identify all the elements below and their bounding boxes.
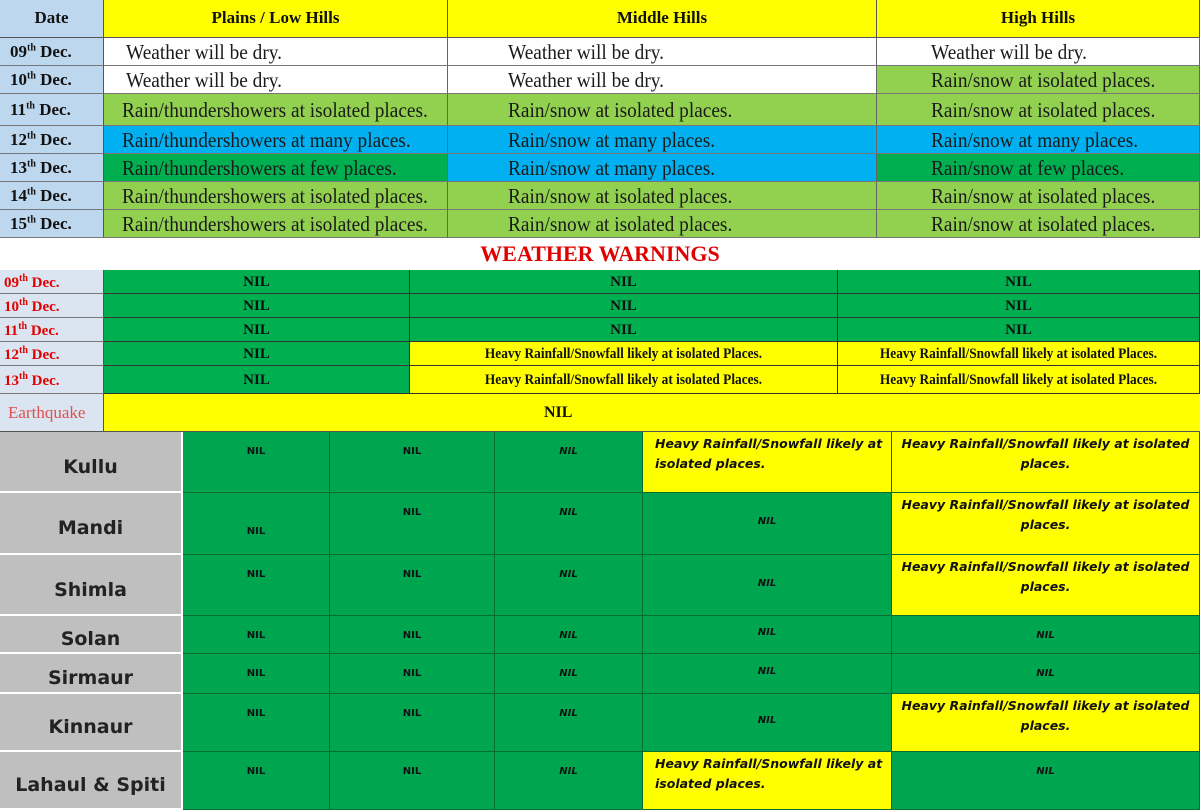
forecast-high-cell <box>877 94 1200 126</box>
district-forecast-cell <box>183 654 330 694</box>
date-month: Dec. <box>35 214 72 233</box>
district-forecast-cell <box>892 555 1200 616</box>
forecast-plains-text: Rain/thundershowers at few places. <box>122 155 397 180</box>
district-forecast-cell <box>495 493 643 555</box>
warning-plains-cell <box>104 294 410 318</box>
district-forecast-text: NIL <box>246 569 266 580</box>
forecast-high-text: Rain/snow at many places. <box>931 127 1139 152</box>
forecast-middle-text: Weather will be dry. <box>508 67 664 92</box>
district-forecast-text: NIL <box>559 507 578 518</box>
district-forecast-cell <box>330 616 495 654</box>
district-forecast-cell <box>183 616 330 654</box>
district-forecast-text: NIL <box>559 569 578 580</box>
date-day: 09 <box>10 42 27 61</box>
district-name: Lahaul & Spiti <box>15 774 166 796</box>
warning-date-day: 09 <box>4 275 19 291</box>
warning-row-date <box>0 318 104 342</box>
date-label <box>10 70 72 90</box>
forecast-high-text: Rain/snow at isolated places. <box>931 211 1156 236</box>
forecast-high-text: Rain/snow at few places. <box>931 155 1125 180</box>
district-forecast-cell <box>183 752 330 810</box>
district-forecast-text: NIL <box>402 569 422 580</box>
district-name: Solan <box>60 628 121 650</box>
district-forecast-cell <box>643 694 892 752</box>
date-label <box>10 186 72 206</box>
district-forecast-text: Heavy Rainfall/Snowfall likely at isolated places. <box>901 436 1190 471</box>
warning-plains-cell <box>104 318 410 342</box>
warning-middle-cell <box>410 270 838 294</box>
district-forecast-text: NIL <box>1036 668 1055 679</box>
date-day: 12 <box>10 130 27 149</box>
forecast-plains-cell <box>104 182 448 210</box>
warning-plains-text: NIL <box>243 274 270 290</box>
warning-date-label <box>4 297 60 316</box>
date-label <box>10 130 72 150</box>
date-day: 10 <box>10 70 27 89</box>
district-forecast-text: Heavy Rainfall/Snowfall likely at isolated places. <box>655 436 883 471</box>
district-forecast-cell <box>330 555 495 616</box>
forecast-middle-cell <box>448 126 877 154</box>
district-forecast-text: NIL <box>246 668 266 679</box>
warning-middle-cell <box>410 318 838 342</box>
warning-date-day: 11 <box>4 323 19 339</box>
district-forecast-cell <box>643 654 892 694</box>
header-date: Date <box>0 0 104 38</box>
district-name: Shimla <box>54 578 127 601</box>
district-forecast-text: NIL <box>757 516 777 527</box>
district-forecast-cell <box>495 654 643 694</box>
district-forecast-text: NIL <box>246 446 266 457</box>
forecast-row-date <box>0 126 104 154</box>
district-forecast-cell <box>643 493 892 555</box>
forecast-high-text: Rain/snow at isolated places. <box>931 67 1156 92</box>
district-forecast-text: NIL <box>1036 766 1055 777</box>
forecast-row-date <box>0 210 104 238</box>
district-forecast-cell <box>892 752 1200 810</box>
district-forecast-cell <box>892 654 1200 694</box>
warning-date-day: 12 <box>4 347 19 363</box>
forecast-middle-text: Rain/snow at isolated places. <box>508 211 733 236</box>
district-forecast-text: NIL <box>559 766 578 777</box>
district-name-cell <box>0 616 183 654</box>
header-plains: Plains / Low Hills <box>104 0 448 38</box>
district-forecast-cell <box>330 493 495 555</box>
district-forecast-text: NIL <box>402 766 422 777</box>
forecast-row-date <box>0 66 104 94</box>
warning-high-cell <box>838 294 1200 318</box>
forecast-middle-cell <box>448 38 877 66</box>
district-forecast-text: NIL <box>246 766 266 777</box>
earthquake-value: NIL <box>544 404 573 421</box>
warning-date-suffix: th <box>19 345 28 356</box>
forecast-row-date <box>0 38 104 66</box>
district-forecast-cell <box>892 432 1200 493</box>
district-forecast-text: NIL <box>757 627 777 638</box>
forecast-plains-cell <box>104 38 448 66</box>
warning-middle-cell <box>410 366 838 394</box>
warning-high-cell <box>838 318 1200 342</box>
district-forecast-text: NIL <box>559 668 578 679</box>
warning-date-day: 10 <box>4 299 19 315</box>
date-suffix: th <box>27 186 36 198</box>
forecast-middle-cell <box>448 210 877 238</box>
district-name-cell <box>0 694 183 752</box>
district-forecast-text: NIL <box>246 708 266 719</box>
date-suffix: th <box>27 214 36 226</box>
warning-date-suffix: th <box>19 371 28 382</box>
district-forecast-text: NIL <box>402 630 422 641</box>
forecast-row-date <box>0 182 104 210</box>
district-forecast-text: NIL <box>246 630 266 641</box>
district-forecast-cell <box>183 694 330 752</box>
forecast-plains-text: Weather will be dry. <box>126 67 282 92</box>
district-forecast-cell <box>330 694 495 752</box>
forecast-plains-text: Rain/thundershowers at isolated places. <box>122 183 428 208</box>
district-name: Kinnaur <box>48 716 133 738</box>
date-suffix: th <box>26 100 35 112</box>
warning-row-date <box>0 342 104 366</box>
warning-date-suffix: th <box>19 297 28 308</box>
district-forecast-text: NIL <box>402 708 422 719</box>
warning-date-label <box>4 345 60 364</box>
forecast-middle-cell <box>448 66 877 94</box>
warning-date-month: Dec. <box>27 299 60 315</box>
district-forecast-text: NIL <box>559 630 578 641</box>
date-month: Dec. <box>35 186 72 205</box>
warning-plains-text: NIL <box>243 346 270 362</box>
district-forecast-text: NIL <box>559 446 578 457</box>
forecast-high-cell <box>877 126 1200 154</box>
date-month: Dec. <box>34 100 71 119</box>
district-forecast-text: NIL <box>559 708 578 719</box>
warning-date-suffix: th <box>18 321 28 332</box>
district-forecast-cell <box>643 432 892 493</box>
warning-date-label <box>4 321 59 340</box>
date-label <box>10 42 72 62</box>
earthquake-label-cell <box>0 394 104 432</box>
date-day: 11 <box>10 100 27 119</box>
district-name: Kullu <box>63 455 118 478</box>
district-forecast-cell <box>495 694 643 752</box>
district-forecast-cell <box>330 654 495 694</box>
warning-date-label <box>4 273 60 292</box>
earthquake-label: Earthquake <box>8 403 86 422</box>
warning-high-cell <box>838 342 1200 366</box>
header-middle: Middle Hills <box>448 0 877 38</box>
forecast-middle-cell <box>448 154 877 182</box>
date-day: 15 <box>10 214 27 233</box>
district-forecast-text: NIL <box>1036 630 1055 641</box>
forecast-plains-text: Rain/thundershowers at isolated places. <box>122 211 428 236</box>
warning-date-month: Dec. <box>27 347 60 363</box>
forecast-high-cell <box>877 38 1200 66</box>
forecast-high-cell <box>877 210 1200 238</box>
warning-row-date <box>0 366 104 394</box>
district-forecast-text: NIL <box>402 668 422 679</box>
district-forecast-text: Heavy Rainfall/Snowfall likely at isolated places. <box>901 698 1190 733</box>
warning-row-date <box>0 294 104 318</box>
warning-date-label <box>4 371 60 390</box>
district-forecast-text: Heavy Rainfall/Snowfall likely at isolated places. <box>655 756 883 791</box>
warning-high-text: NIL <box>1005 322 1032 338</box>
forecast-row-date <box>0 94 104 126</box>
date-day: 14 <box>10 186 27 205</box>
district-name: Sirmaur <box>47 667 134 689</box>
district-forecast-text: NIL <box>402 446 422 457</box>
forecast-high-cell <box>877 66 1200 94</box>
date-month: Dec. <box>35 130 72 149</box>
forecast-plains-text: Weather will be dry. <box>126 39 282 64</box>
district-forecast-cell <box>183 555 330 616</box>
warning-middle-text: NIL <box>610 322 637 338</box>
warning-date-day: 13 <box>4 373 19 389</box>
warning-date-month: Dec. <box>27 373 60 389</box>
warning-high-text: Heavy Rainfall/Snowfall likely at isolated Places. <box>879 346 1158 362</box>
date-month: Dec. <box>35 158 72 177</box>
date-suffix: th <box>27 130 36 142</box>
forecast-middle-cell <box>448 94 877 126</box>
forecast-middle-cell <box>448 182 877 210</box>
district-forecast-cell <box>892 694 1200 752</box>
forecast-plains-cell <box>104 126 448 154</box>
warning-plains-text: NIL <box>243 298 270 314</box>
date-label <box>10 214 72 234</box>
district-name-cell <box>0 432 183 493</box>
district-forecast-cell <box>495 555 643 616</box>
warning-plains-text: NIL <box>243 322 270 338</box>
warning-middle-text: Heavy Rainfall/Snowfall likely at isolated Places. <box>484 346 763 362</box>
forecast-high-text: Rain/snow at isolated places. <box>931 97 1156 122</box>
date-month: Dec. <box>35 42 72 61</box>
date-month: Dec. <box>35 70 72 89</box>
warning-row-date <box>0 270 104 294</box>
warning-plains-cell <box>104 270 410 294</box>
forecast-high-cell <box>877 182 1200 210</box>
header-high: High Hills <box>877 0 1200 38</box>
date-label <box>10 100 71 120</box>
forecast-middle-text: Rain/snow at isolated places. <box>508 183 733 208</box>
district-forecast-cell <box>643 616 892 654</box>
district-name-cell <box>0 752 183 810</box>
warnings-title: WEATHER WARNINGS <box>480 241 720 266</box>
district-name-cell <box>0 654 183 694</box>
date-label <box>10 158 72 178</box>
forecast-middle-text: Rain/snow at isolated places. <box>508 97 733 122</box>
district-forecast-cell <box>183 432 330 493</box>
earthquake-value-cell <box>104 394 1200 432</box>
district-forecast-text: NIL <box>757 715 777 726</box>
forecast-high-text: Rain/snow at isolated places. <box>931 183 1156 208</box>
district-name-cell <box>0 555 183 616</box>
forecast-middle-text: Weather will be dry. <box>508 39 664 64</box>
forecast-plains-text: Rain/thundershowers at isolated places. <box>122 97 428 122</box>
district-name: Mandi <box>57 517 124 539</box>
forecast-plains-text: Rain/thundershowers at many places. <box>122 127 411 152</box>
forecast-plains-cell <box>104 154 448 182</box>
warning-high-cell <box>838 366 1200 394</box>
district-forecast-text: Heavy Rainfall/Snowfall likely at isolated places. <box>901 559 1190 594</box>
date-suffix: th <box>27 70 36 82</box>
forecast-plains-cell <box>104 66 448 94</box>
warning-middle-text: NIL <box>610 298 637 314</box>
warning-plains-cell <box>104 342 410 366</box>
forecast-middle-text: Rain/snow at many places. <box>508 127 716 152</box>
forecast-middle-text: Rain/snow at many places. <box>508 155 716 180</box>
district-forecast-text: Heavy Rainfall/Snowfall likely at isolated places. <box>901 497 1190 532</box>
district-forecast-cell <box>183 493 330 555</box>
warning-date-month: Dec. <box>27 323 59 339</box>
district-forecast-cell <box>330 752 495 810</box>
warning-high-text: Heavy Rainfall/Snowfall likely at isolated Places. <box>879 372 1158 388</box>
forecast-plains-cell <box>104 210 448 238</box>
district-forecast-text: NIL <box>757 666 777 677</box>
warning-middle-cell <box>410 342 838 366</box>
district-forecast-text: NIL <box>402 507 422 518</box>
district-forecast-cell <box>892 493 1200 555</box>
warning-middle-text: Heavy Rainfall/Snowfall likely at isolated Places. <box>484 372 763 388</box>
warning-high-text: NIL <box>1005 298 1032 314</box>
district-forecast-text: NIL <box>246 526 266 537</box>
district-forecast-cell <box>495 616 643 654</box>
date-suffix: th <box>27 158 36 170</box>
district-forecast-cell <box>495 432 643 493</box>
warning-date-month: Dec. <box>27 275 60 291</box>
district-forecast-cell <box>330 432 495 493</box>
district-forecast-cell <box>495 752 643 810</box>
district-forecast-cell <box>643 752 892 810</box>
warning-date-suffix: th <box>19 273 28 284</box>
forecast-plains-cell <box>104 94 448 126</box>
district-forecast-cell <box>892 616 1200 654</box>
forecast-high-text: Weather will be dry. <box>931 39 1087 64</box>
date-suffix: th <box>27 42 36 54</box>
district-name-cell <box>0 493 183 555</box>
date-day: 13 <box>10 158 27 177</box>
district-forecast-cell <box>643 555 892 616</box>
warning-plains-text: NIL <box>243 372 270 388</box>
warning-high-cell <box>838 270 1200 294</box>
warning-high-text: NIL <box>1005 274 1032 290</box>
warning-plains-cell <box>104 366 410 394</box>
warning-middle-cell <box>410 294 838 318</box>
forecast-row-date <box>0 154 104 182</box>
warning-middle-text: NIL <box>610 274 637 290</box>
district-forecast-text: NIL <box>757 577 777 589</box>
forecast-high-cell <box>877 154 1200 182</box>
